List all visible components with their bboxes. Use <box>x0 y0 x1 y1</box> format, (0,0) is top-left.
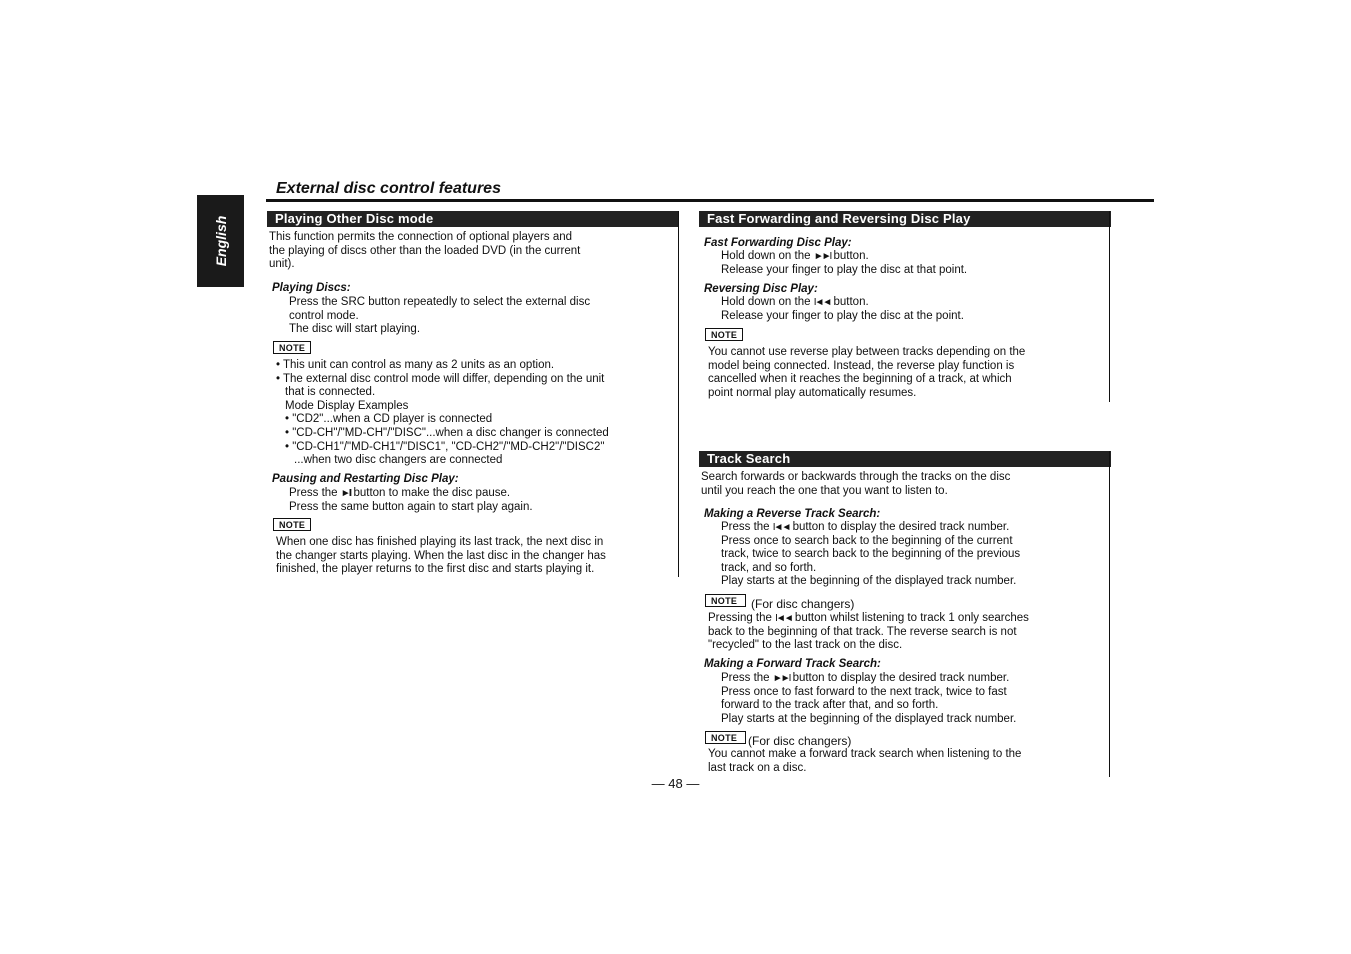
page-title: External disc control features <box>276 180 501 197</box>
section-heading-track-search: Track Search <box>699 451 1111 467</box>
column-divider-right-top <box>1109 211 1110 402</box>
rewind-icon: I◄◄ <box>813 297 831 308</box>
note-text-forward-search: You cannot make a forward track search when listening to the last track on a disc. <box>708 748 1022 774</box>
subheading-fast-forward: Fast Forwarding Disc Play: <box>704 237 852 249</box>
page-number: — 48 — <box>651 776 700 791</box>
title-rule <box>266 199 1154 202</box>
note-caption-disc-changers: (For disc changers) <box>748 734 852 748</box>
fast-forward-icon: ►►I <box>813 251 831 262</box>
column-divider-left <box>678 211 679 577</box>
column-divider-right-bottom <box>1109 451 1110 777</box>
note-caption-disc-changers: (For disc changers) <box>751 597 855 611</box>
subheading-forward-track-search: Making a Forward Track Search: <box>704 658 881 670</box>
section-heading-playing-other-disc: Playing Other Disc mode <box>267 211 679 227</box>
note-text-changer: When one disc has finished playing its last track, the next disc in the changer starts playing. When the last disc in the changer has finished, the player returns to the first disc and starts playing it. <box>276 536 606 576</box>
subheading-reverse-track-search: Making a Reverse Track Search: <box>704 508 881 520</box>
subheading-pausing: Pausing and Restarting Disc Play: <box>272 473 459 485</box>
note-badge: NOTE <box>273 518 311 531</box>
pausing-text: Press the ►II button to make the disc pause. Press the same button again to start play again. <box>289 487 533 513</box>
subheading-playing-discs: Playing Discs: <box>272 282 351 294</box>
note-badge: NOTE <box>705 594 746 607</box>
subheading-reversing: Reversing Disc Play: <box>704 283 818 295</box>
rewind-icon: I◄◄ <box>772 522 790 533</box>
language-tab <box>197 195 244 287</box>
forward-track-search-text: Press the ►►I button to display the desired track number. Press once to fast forward to the next track, twice to fast forward to the track after that, and so forth. Play starts at the beginning of the displayed track number. <box>721 672 1017 725</box>
playing-discs-text: Press the SRC button repeatedly to select the external disc control mode. The disc will start playing. <box>289 296 591 336</box>
note-badge: NOTE <box>705 328 743 341</box>
reverse-track-search-text: Press the I◄◄ button to display the desired track number. Press once to search back to the beginning of the current track, twice to search back to the beginning of the previous track, and so forth. Play starts at the beginning of the displayed track number. <box>721 521 1021 588</box>
reversing-text: Hold down on the I◄◄ button. Release your finger to play the disc at the point. <box>721 296 964 322</box>
play-pause-icon: ►II <box>340 488 351 499</box>
note-text-units: • This unit can control as many as 2 units as an option. • The external disc control mode will differ, depending on the unit that is connected. Mode Display Examples • "CD2"...when a CD player is connected • "CD-CH"/"MD-CH"/"DISC"...when a disc changer is connected • "CD-CH1"/"MD-CH1"/"DISC1", "CD-CH2"/"MD-CH2"/"DISC2" ...when two disc changers are connected <box>276 359 609 467</box>
left-intro: This function permits the connection of optional players and the playing of discs other than the loaded DVD (in the current unit). <box>269 231 581 271</box>
track-search-intro: Search forwards or backwards through the tracks on the disc until you reach the one that you want to listen to. <box>701 471 1011 497</box>
section-heading-fast-forward-reverse: Fast Forwarding and Reversing Disc Play <box>699 211 1111 227</box>
note-text-reverse-play: You cannot use reverse play between tracks depending on the model being connected. Instead, the reverse play function is cancelled when it reaches the beginning of a track, at which point normal play automatically resumes. <box>708 346 1026 399</box>
note-badge: NOTE <box>705 731 746 744</box>
note-text-reverse-search: Pressing the I◄◄ button whilst listening to track 1 only searches back to the beginning of that track. The reverse search is not "recycled" to the last track on the disc. <box>708 612 1029 652</box>
language-tab-label: English <box>212 215 229 267</box>
rewind-icon: I◄◄ <box>775 613 792 624</box>
fast-forward-text: Hold down on the ►►I button. Release your finger to play the disc at that point. <box>721 250 968 276</box>
note-badge: NOTE <box>273 341 311 354</box>
fast-forward-icon: ►►I <box>772 673 790 684</box>
